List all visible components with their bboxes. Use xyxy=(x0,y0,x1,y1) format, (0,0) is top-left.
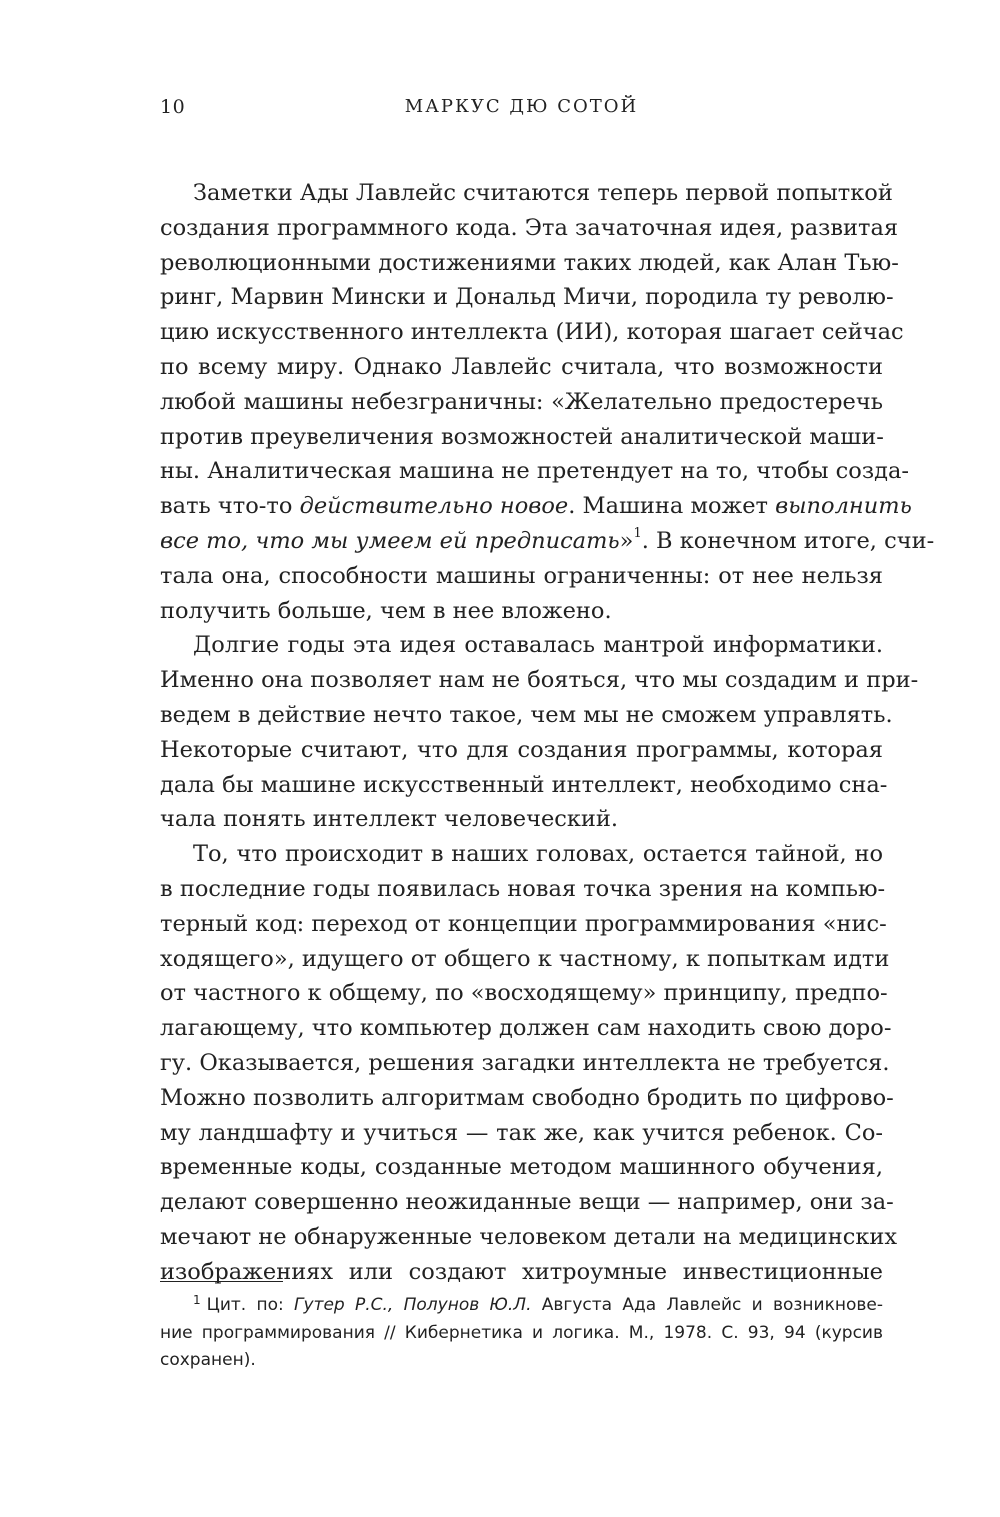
footnote-authors: Гутер Р.С., Полунов Ю.Л. xyxy=(294,1295,532,1315)
text-line: получить больше, чем в нее вложено. xyxy=(160,597,612,624)
emphasis-text: все то, что мы умеем ей предписать xyxy=(160,527,620,554)
text-line: временные коды, созданные методом машинного обучения, xyxy=(160,1154,883,1181)
footnote-divider xyxy=(160,1281,283,1282)
text-line-with-emphasis xyxy=(160,489,912,524)
text-line: ринг, Марвин Мински и Дональд Мичи, породила ту револю- xyxy=(160,284,894,311)
text-line: дала бы машине искусственный интеллект, необходимо сна- xyxy=(160,771,888,798)
text-line: ны. Аналитическая машина не претендует на то, чтобы созда- xyxy=(160,458,909,485)
text-line: революционными достижениями таких людей, как Алан Тью- xyxy=(160,249,899,276)
footnote-line: сохранен). xyxy=(160,1350,256,1370)
page-number: 10 xyxy=(160,96,186,118)
text-line: делают совершенно неожиданные вещи — например, они за- xyxy=(160,1189,894,1216)
text-line: в последние годы появилась новая точка зрения на компью- xyxy=(160,875,886,902)
text-line: ведем в действие нечто такое, чем мы не сможем управлять. xyxy=(160,701,893,728)
text-line: Долгие годы эта идея оставалась мантрой информатики. xyxy=(193,632,883,659)
footnote-number: 1 xyxy=(193,1293,201,1307)
paragraph-2 xyxy=(160,628,919,837)
text-line: гу. Оказывается, решения загадки интеллекта не требуется. xyxy=(160,1049,890,1076)
body-text xyxy=(160,176,935,1290)
text-line: любой машины небезграничны: «Желательно предостеречь xyxy=(160,388,883,415)
text-line: му ландшафту и учиться — так же, как учится ребенок. Со- xyxy=(160,1119,883,1146)
text-line: лагающему, что компьютер должен сам находить свою доро- xyxy=(160,1015,892,1042)
text-run: вать что-то xyxy=(160,493,300,520)
footnote-text: Августа Ада Лавлейс и возникнове- xyxy=(531,1295,883,1315)
text-run: . В конечном итоге, счи- xyxy=(641,527,935,554)
text-run: . Машина может xyxy=(568,493,776,520)
text-line: против преувеличения возможностей аналитической маши- xyxy=(160,423,884,450)
footnote-prefix: Цит. по: xyxy=(206,1295,295,1315)
footnote-reference[interactable]: 1 xyxy=(633,526,642,542)
text-line: изображениях или создают хитроумные инвестиционные xyxy=(160,1258,883,1285)
paragraph-3 xyxy=(160,837,898,1289)
text-line: цию искусственного интеллекта (ИИ), которая шагает сейчас xyxy=(160,319,904,346)
text-line-with-emphasis xyxy=(160,524,935,559)
quote-close: » xyxy=(619,527,634,554)
text-line: от частного к общему, по «восходящему» принципу, предпо- xyxy=(160,980,888,1007)
text-line: чала понять интеллект человеческий. xyxy=(160,806,619,833)
emphasis-text: выполнить xyxy=(775,493,912,520)
text-line: ходящего», идущего от общего к частному, к попыткам идти xyxy=(160,945,890,972)
text-line: То, что происходит в наших головах, остается тайной, но xyxy=(193,841,883,868)
text-line: по всему миру. Однако Лавлейс считала, что возможности xyxy=(160,353,883,380)
running-title: МАРКУС ДЮ СОТОЙ xyxy=(404,96,639,117)
text-line: Именно она позволяет нам не бояться, что мы создадим и при- xyxy=(160,667,919,694)
text-line: Заметки Ады Лавлейс считаются теперь первой попыткой xyxy=(193,180,893,206)
footnote-line: ние программирования // Кибернетика и логика. М., 1978. С. 93, 94 (курсив xyxy=(160,1323,883,1343)
text-line: Можно позволить алгоритмам свободно бродить по цифрово- xyxy=(160,1084,894,1111)
emphasis-text: действительно новое xyxy=(299,493,569,520)
footnote xyxy=(160,1292,883,1374)
text-line: мечают не обнаруженные человеком детали на медицинских xyxy=(160,1223,898,1250)
text-line: тала она, способности машины ограниченны: от нее нельзя xyxy=(160,562,883,589)
text-line: Некоторые считают, что для создания программы, которая xyxy=(160,736,883,763)
text-line: создания программного кода. Эта зачаточная идея, развитая xyxy=(160,214,899,241)
text-line: терный код: переход от концепции программирования «нис- xyxy=(160,910,887,937)
running-head xyxy=(160,96,883,126)
paragraph-1 xyxy=(160,176,935,628)
footnote-line xyxy=(160,1292,883,1320)
